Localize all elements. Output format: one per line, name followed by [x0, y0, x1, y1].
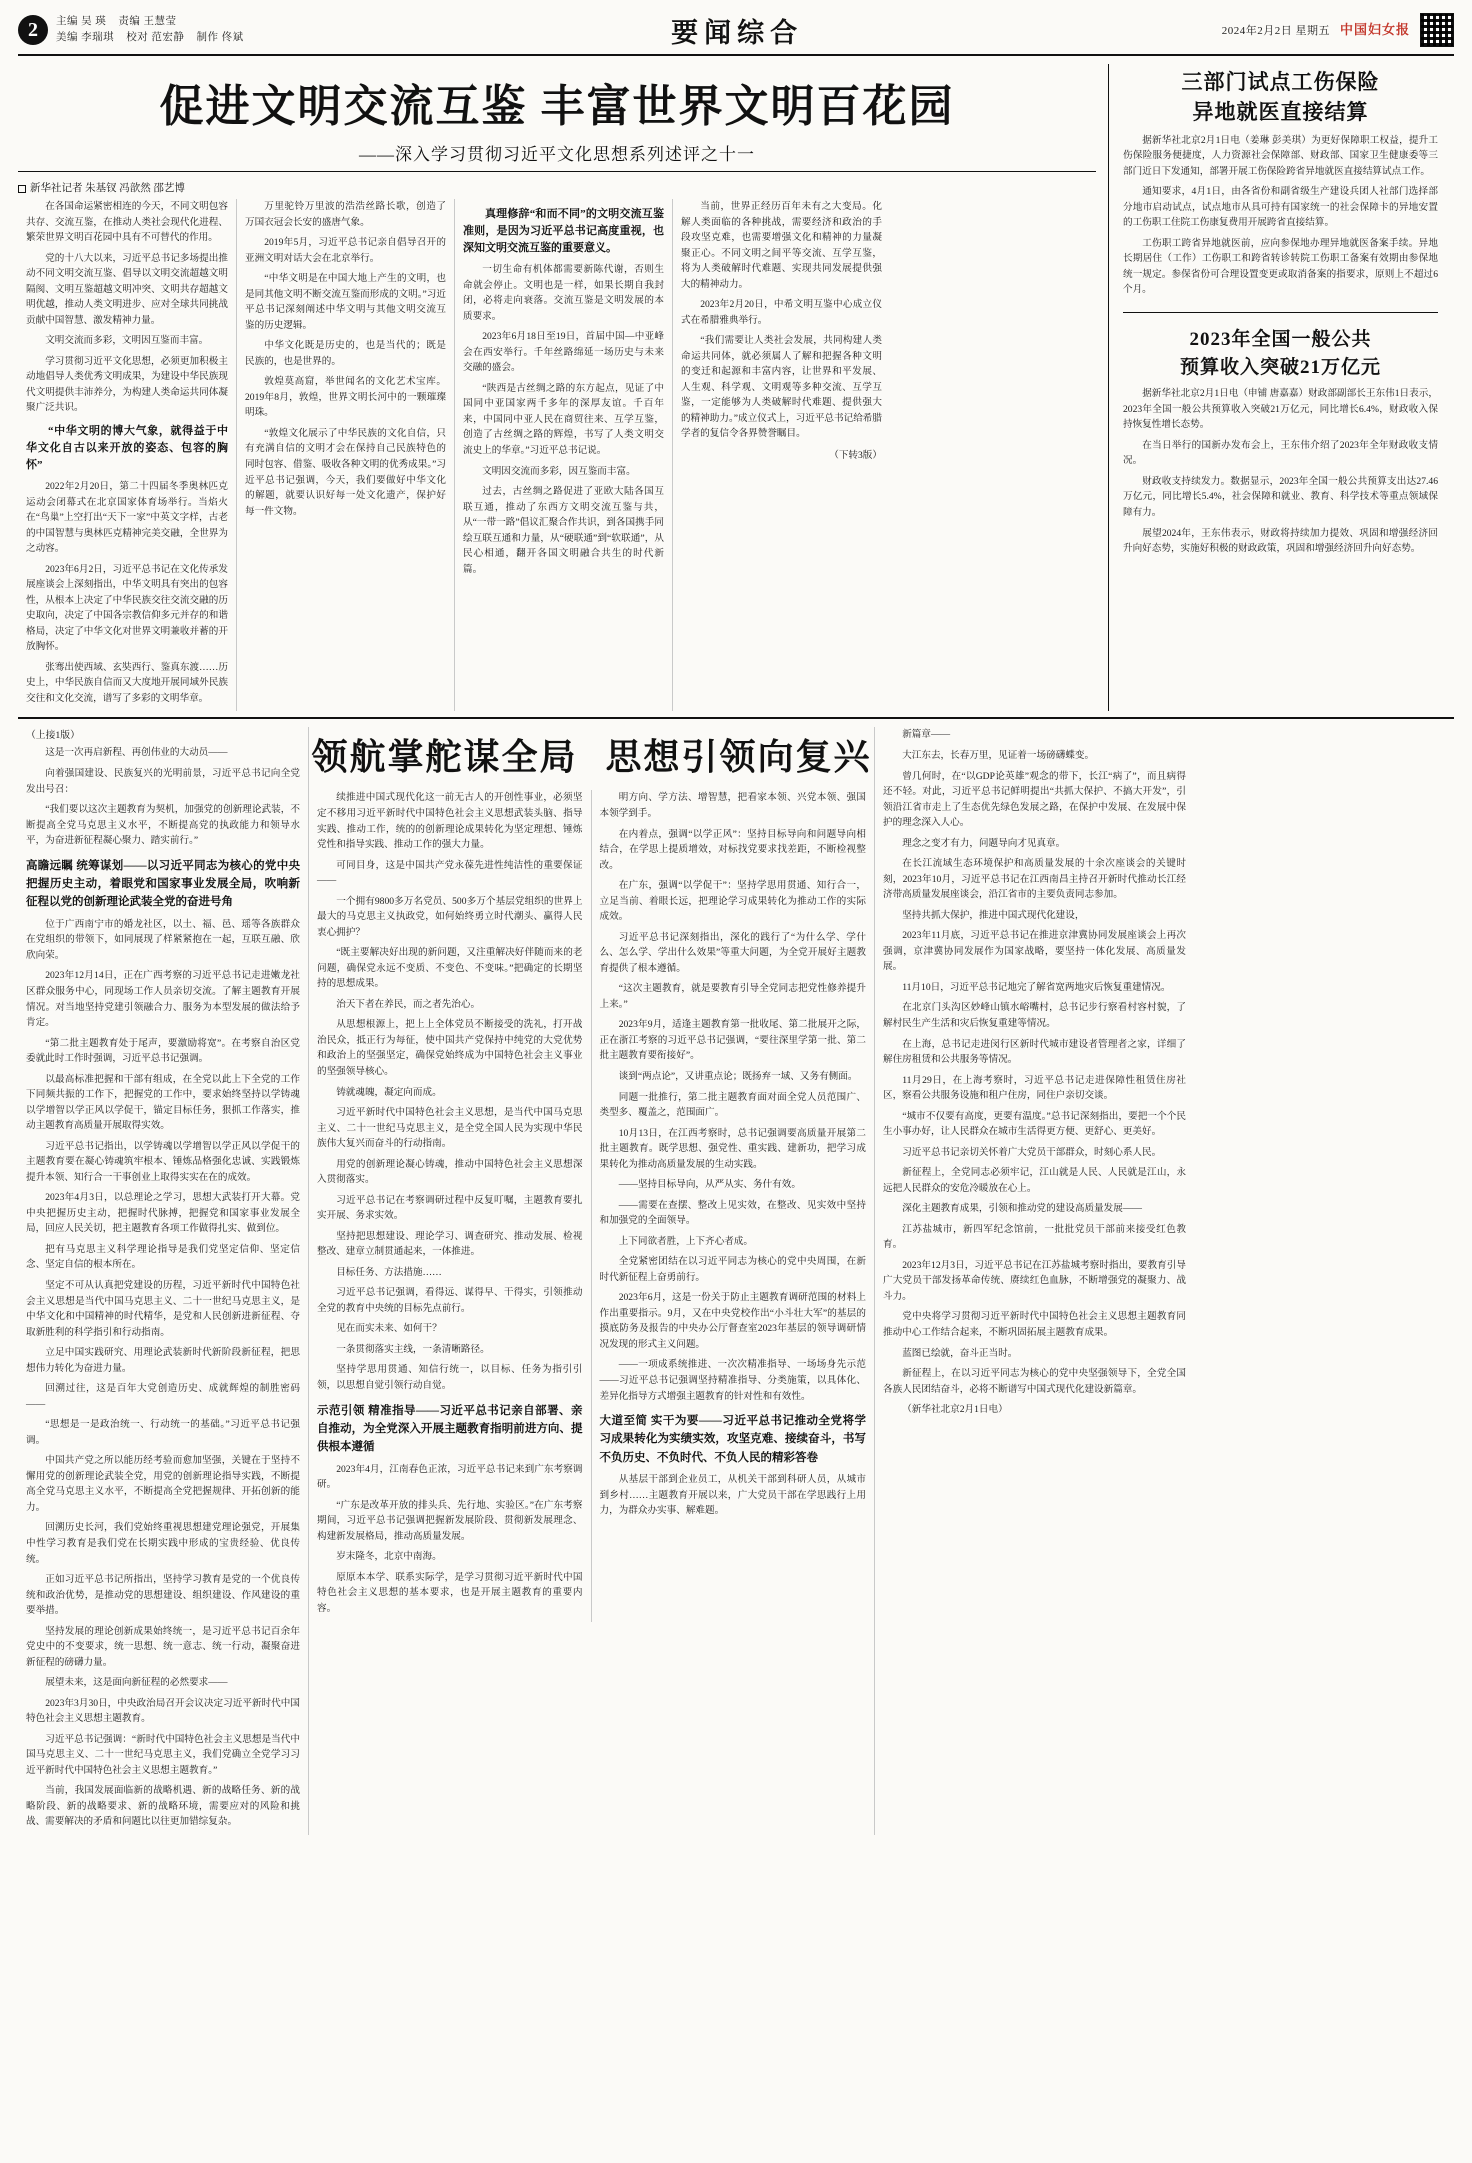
paragraph: 习近平总书记亲切关怀着广大党员干部群众，时刻心系人民。	[902, 1146, 1162, 1158]
bottom-column-1	[18, 727, 308, 1835]
paragraph: 文明因交流而多彩，因互鉴而丰富。	[482, 465, 636, 477]
paragraph: 展望2024年，王东伟表示，财政将持续加力提效、巩固和增强经济回升向好态势，实施好积极的财政政策，巩固和增强经济回升向好态势。	[1123, 527, 1438, 555]
paragraph: 2023年9月，适逢主题教育第一批收尾、第二批展开之际，正在浙江考察的习近平总书记强调，“要往深里学第一批、第二批主题教育要衔接好”。	[599, 1019, 866, 1062]
paragraph: 坚定不可从认真把党建设的历程，习近平新时代中国特色社会主义思想是当代中国马克思主义、二十一世纪马克思主义，是中华文化和中国精神的时代精华，是党和人民创新进新征程、夺取新胜利的科学指引和行动指南。	[26, 1280, 300, 1338]
paragraph: 岁末隆冬，北京中南海。	[336, 1551, 442, 1563]
paragraph: 新征程上，全党同志必须牢记，江山就是人民、人民就是江山，永远把人民群众的安危冷暖放在心上。	[883, 1167, 1186, 1194]
paragraph: 在北京门头沟区妙峰山镇水峪嘴村，总书记步行察看村容村貌，了解村民生产生活和灾后恢复重建等情况。	[883, 1002, 1186, 1029]
paragraph: 2023年12月14日，正在广西考察的习近平总书记走进嫩龙社区群众服务中心，同现场工作人员亲切交流。了解主题教育开展情况。对当地坚持党建引领融合力、服务为本型发展的做法给予肯定。	[26, 970, 300, 1029]
paragraph: 向着强国建设、民族复兴的光明前景，习近平总书记向全党发出号召：	[26, 768, 300, 795]
paragraph: 文明交流而多彩，文明因互鉴而丰富。	[45, 335, 209, 347]
lead-column-2	[236, 199, 454, 711]
lead-column-3	[454, 199, 672, 711]
section-subhead: 大道至简 实干为要——习近平总书记推动全党将学习成果转化为实绩实效，攻坚克难、接续奋斗，书写不负历史、不负时代、不负人民的精彩答卷	[599, 1415, 866, 1464]
paragraph: 坚持共抓大保护，推进中国式现代化建设，	[902, 909, 1085, 921]
paragraph: 2023年12月3日，习近平总书记在江苏盐城考察时指出，要教育引导广大党员干部发扬革命传统、赓续红色血脉，不断增强党的凝聚力、战斗力。	[883, 1259, 1186, 1302]
paragraph: ——需要在查摆、整改上见实效，在整改、见实效中坚持和加强党的全面领导。	[599, 1199, 866, 1227]
paragraph: 11月29日，在上海考察时，习近平总书记走进保障性租赁住房社区，察看公共服务设施和租户住房，同住户亲切交谈。	[883, 1074, 1186, 1102]
jump-note: （下转3版）	[829, 449, 882, 461]
lead-article	[18, 64, 1108, 711]
section-title: 要闻综合	[671, 17, 804, 48]
lead-subheadline: ——深入学习贯彻习近平文化思想系列述评之十一	[359, 145, 755, 164]
paragraph: 在上海，总书记走进闵行区新时代城市建设者管理者之家，详细了解住房租赁和公共服务等情况。	[883, 1038, 1186, 1066]
bullet-square-icon	[18, 185, 26, 193]
paragraph: “中华文明是在中国大地上产生的文明，也是同其他文明不断交流互鉴而形成的文明。”习近平总书记深刻阐述中华文明与其他文明交流互鉴的历史逻辑。	[245, 273, 446, 331]
paragraph: 在广东，强调“以学促干”：坚持学思用贯通、知行合一，立足当前、着眼长远，把理论学习成果转化为推动工作的实际成效。	[599, 880, 866, 923]
paragraph: （新华社北京2月1日电）	[902, 1404, 1008, 1416]
paragraph: 据新华社北京2月1日电（申铺 唐嘉嘉）财政部副部长王东伟1日表示，2023年全国一般公共预算收入突破21万亿元，同比增长6.4%，财政收入保持恢复性增长态势。	[1123, 388, 1438, 431]
paragraph: 坚持把思想建设、理论学习、调查研究、推动发展、检视整改、建章立制贯通起来，一体推进。	[317, 1230, 583, 1258]
paragraph: 在内着点，强调“以学正风”：坚持目标导向和问题导向相结合，在学思上提质增效，对标找党要求找差距，不断检视整改。	[599, 828, 866, 871]
paragraph: 大江东去，长春万里，见证着一场磅礴蝶变。	[902, 750, 1095, 762]
paragraph: 当前，世界正经历百年未有之大变局。化解人类面临的各种挑战，需要经济和政治的手段攻坚克难，也需要增强文化和精神的力量凝聚正心。不同文明之间平等交流、互学互鉴，将为人类破解时代难题、实现共同发展提供强大的精神动力。	[681, 201, 882, 290]
paragraph: 蓝图已绘就，奋斗正当时。	[902, 1347, 1018, 1359]
paragraph: 过去，古丝绸之路促进了亚欧大陆各国互联互通，推动了东西方文明交流互鉴与共，从“一带一路”倡议汇聚合作共识，到各国携手同绘互联互通和力量，从“硬联通”到“软联通”，从民心相通，翻开各国文明融合共生的时代新篇。	[463, 486, 664, 575]
paragraph: 一个拥有9800多万名党员、500多万个基层党组织的世界上最大的马克思主义执政党，如何始终勇立时代潮头、赢得人民衷心拥护？	[317, 895, 583, 938]
paragraph: 据新华社北京2月1日电（姜琳 彭美琪）为更好保障职工权益，提升工伤保险服务便捷度，人力资源社会保障部、财政部、国家卫生健康委等三部门近日下发通知，部署开展工伤保险跨省异地就医直接结算试点工作。	[1123, 134, 1438, 177]
paragraph: 2023年6月18日至19日，首届中国—中亚峰会在西安举行。千年丝路绵延一场历史与未来交融的盛会。	[463, 331, 664, 374]
paragraph: 学习贯彻习近平文化思想，必须更加积极主动地倡导人类优秀文明成果，为建设中华民族现代文明提供丰沛养分，为构建人类命运共同体凝聚广泛共识。	[26, 355, 228, 414]
paragraph: 2023年4月，江南春色正浓，习近平总书记来到广东考察调研。	[317, 1463, 583, 1491]
paragraph: 立足中国实践研究、用理论武装新时代新阶段新征程，把思想伟力转化为奋进力量。	[26, 1347, 300, 1374]
bottom-column-3	[874, 727, 1194, 1835]
paragraph: 2023年6月2日，习近平总书记在文化传承发展座谈会上深刻指出，中华文明具有突出的包容性，从根本上决定了中华民族交往交流交融的历史取向，决定了中国各宗教信仰多元并存的和谐格局，决定了中华文化对世界文明兼收并蓄的开放胸怀。	[26, 563, 228, 653]
masthead	[18, 10, 1454, 56]
paragraph: 真理修辞“和而不同”的文明交流互鉴准则，是因为习近平总书记高度重视，也深知文明交流互鉴的重要意义。	[463, 208, 664, 255]
paragraph: 党中央将学习贯彻习近平新时代中国特色社会主义思想主题教育同推动中心工作结合起来，不断巩固拓展主题教育成果。	[883, 1311, 1186, 1339]
paragraph: 治天下者在养民，而之者先治心。	[336, 998, 481, 1010]
masthead-right	[1222, 13, 1454, 47]
paragraph: 2023年11月底，习近平总书记在推进京津冀协同发展座谈会上再次强调，京津冀协同发展作为国家战略，要坚持一体化发展、高质量发展。	[883, 930, 1186, 973]
paragraph: 2019年5月，习近平总书记亲自倡导召开的亚洲文明对话大会在北京举行。	[245, 237, 446, 264]
paragraph: 习近平总书记强调：“新时代中国特色社会主义思想是当代中国马克思主义、二十一世纪马克思主义，我们党确立全党学习习近平新时代中国特色社会主义思想主题教育。”	[26, 1733, 300, 1776]
rail-article-2-title-line1: 2023年全国一般公共	[1189, 329, 1372, 350]
paragraph: 在当日举行的国新办发布会上，王东伟介绍了2023年全年财政收支情况。	[1123, 439, 1438, 467]
feature-headline-right: 思想引领向复兴	[605, 737, 872, 778]
rail-article-2-title-line2: 预算收入突破21万亿元	[1179, 356, 1381, 378]
paragraph: 展望未来，这是面向新征程的必然要求——	[45, 1677, 228, 1689]
paragraph: 2023年2月20日，中希文明互鉴中心成立仪式在希腊雅典举行。	[681, 299, 882, 326]
paragraph: 在各国命运紧密相连的今天，不同文明包容共存、交流互鉴，在推动人类社会现代化进程、繁荣世界文明百花园中具有不可替代的作用。	[26, 201, 228, 244]
paragraph: 2023年3月30日，中央政治局召开会议决定习近平新时代中国特色社会主义思想主题教育。	[26, 1697, 300, 1725]
paragraph: ——一项成系统推进、一次次精准指导、一场场身先示范——习近平总书记强调坚持精准指导、分类施策，以具体化、差异化指导方式增强主题教育的针对性和有效性。	[599, 1359, 866, 1402]
paragraph: “陕西是古丝绸之路的东方起点，见证了中国同中亚国家两千多年的深厚友谊。千百年来，中国同中亚人民在商贸往来、互学互鉴，创造了古丝绸之路的辉煌，书写了人类文明交流史上的华章。”习近平总书记说。	[463, 382, 664, 456]
paragraph: 2023年6月，这是一份关于防止主题教育调研范围的材料上作出重要指示。9月，又在中央党校作出“小斗壮大军”的基层的摸底防务及报告的中央办公厅督查室2023年基层的领导调研情况发现的形式主义问题。	[599, 1292, 866, 1350]
paragraph: 一切生命有机体都需要新陈代谢，否则生命就会停止。文明也是一样，如果长期自我封闭，必将走向衰落。交流互鉴是文明发展的本质要求。	[463, 264, 664, 322]
paragraph: 中华文化既是历史的，也是当代的；既是民族的，也是世界的。	[245, 340, 446, 367]
paragraph: 明方向、学方法、增智慧，把看家本领、兴党本领、强国本领学到手。	[599, 792, 866, 820]
paragraph: 深化主题教育成果，引领和推动党的建设高质量发展——	[902, 1203, 1143, 1215]
feature-headline	[311, 729, 872, 780]
paragraph: 坚持学思用贯通、知信行统一，以目标、任务为指引引领，以思想自觉引领行动自觉。	[317, 1364, 583, 1392]
paragraph: 新篇章——	[902, 729, 951, 741]
top-section	[18, 64, 1454, 711]
paragraph: 万里驼铃万里波的浩浩丝路长歌，创造了万国衣冠会长安的盛唐气象。	[245, 201, 446, 228]
paragraph: 理念之变才有力，问题导向才见真章。	[902, 837, 1066, 849]
paragraph: “我们要以这次主题教育为契机，加强党的创新理论武装，不断提高全党马克思主义水平，不断提高党的执政能力和领导水平，为奋进新征程凝心聚力、踏实前行。”	[26, 804, 300, 847]
paragraph: 把有马克思主义科学理论指导是我们党坚定信仰、坚定信念、坚定自信的根本所在。	[26, 1243, 300, 1271]
paragraph: 从思想根源上，把上上全体党员不断接受的洗礼，打开战治民众，抵正行为每征，使中国共产党保持中纯党的大党优势和政治上的坚强坚定，确保党始终成为中国特色社会主义事业的坚强领导核心。	[317, 1019, 583, 1077]
paragraph: 上下同欲者胜，上下齐心者成。	[618, 1235, 753, 1247]
paragraph: 以最高标准把握和干部有组成，在全党以此上下全党的工作下同频共振的工作下，把握党的工作中，要求始终坚持以学铸魂以学增智以学正风以学促干，锚定目标任务，狠抓工作落实，推动主题教育高质量开展取得实效。	[26, 1073, 300, 1132]
paragraph: 11月10日，习近平总书记地完了解省宽两地灾后恢复重建情况。	[902, 981, 1171, 993]
paragraph: 目标任务、方法措施……	[336, 1266, 442, 1278]
qr-code-icon[interactable]	[1420, 13, 1454, 47]
paragraph: 一条贯彻落实主线，一条清晰路径。	[336, 1343, 490, 1355]
rail-article-1-title-line1: 三部门试点工伤保险	[1181, 70, 1380, 94]
paragraph: 位于广西南宁市的婚龙社区，以土、福、邑、瑶等各族群众在党组织的带领下，如同展现了样紧紧抱在一起，互联互融、欣欣向荣。	[26, 918, 300, 961]
paragraph: 习近平总书记指出，以学铸魂以学增智以学正风以学促干的主题教育要在凝心铸魂筑牢根本、锤炼品格强化忠诚、实践锻炼提升本领、知行合一干事创业上取得实实在在的成效。	[26, 1140, 300, 1183]
section-subhead: “中华文明的博大气象，就得益于中华文化自古以来开放的姿态、包容的胸怀”	[26, 424, 228, 471]
paragraph: 10月13日，在江西考察时，总书记强调要高质量开展第二批主题教育。既学思想、强党性、重实践、建新功，把学习成果转化为推动高质量发展的生动实践。	[599, 1127, 866, 1170]
feature-subcolumn-b	[592, 790, 867, 1621]
editorial-credits	[56, 14, 253, 46]
paragraph: “既主要解决好出现的新问题，又注重解决好伴随而来的老问题，确保党永远不变质、不变色、不变味。”把确定的长期坚持的思想成果。	[317, 947, 583, 990]
paragraph: “这次主题教育，就是要教育引导全党同志把党性修养提升上来。”	[599, 983, 866, 1010]
paragraph: “广东是改革开放的排头兵、先行地、实验区。”在广东考察期间，习近平总书记强调把握新发展阶段、贯彻新发展理念、构建新发展格局，推动高质量发展。	[317, 1499, 583, 1542]
section-subhead: 示范引领 精准指导——习近平总书记亲自部署、亲自推动，为全党深入开展主题教育指明前进方向、提供根本遵循	[317, 1404, 583, 1454]
paragraph: 中国共产党之所以能历经考验而愈加坚强，关键在于坚持不懈用党的创新理论武装全党，用党的创新理论指导实践，不断提高全党马克思主义水平，不断提高全党把握规律、开拓创新的能力。	[26, 1455, 300, 1513]
paragraph: 习近平总书记在考察调研过程中反复叮嘱，主题教育要扎实开展、务求实效。	[317, 1194, 583, 1222]
paragraph: “思想是一是政治统一、行动统一的基础。”习近平总书记强调。	[26, 1419, 300, 1446]
paragraph: 全党紧密团结在以习近平同志为核心的党中央周围，在新时代新征程上奋勇前行。	[599, 1256, 866, 1283]
paragraph: 2022年2月20日，第二十四届冬季奥林匹克运动会闭幕式在北京国家体育场举行。当焰火在“鸟巢”上空打出“天下一家”中英文字样，古老的中国智慧与奥林匹克精神完美交融，全世界为之动容。	[26, 481, 228, 555]
lead-columns	[18, 199, 1096, 711]
paragraph: 新征程上，在以习近平同志为核心的党中央坚强领导下，全党全国各族人民团结奋斗，必将不断谱写中国式现代化建设新篇章。	[883, 1368, 1186, 1395]
feature-headline-left: 领航掌舵谋全局	[311, 737, 578, 778]
paragraph: 同题一批推行，第二批主题教育面对面全党人员范围广、类型多、覆盖之，范围面广。	[599, 1091, 866, 1119]
paragraph: 张骞出使西域、玄奘西行、鉴真东渡……历史上，中华民族自信而又大度地开展同域外民族交往和文化交流，谱写了多彩的文明华章。	[26, 661, 228, 704]
paragraph: 从基层干部到企业员工，从机关干部到科研人员，从城市到乡村……主题教育开展以来，广大党员干部在学思践行上用力，为群众办实事、解难题。	[599, 1474, 866, 1517]
paragraph: 用党的创新理论凝心铸魂，推动中国特色社会主义思想深入贯彻落实。	[317, 1158, 583, 1186]
paragraph: 江苏盐城市，新四军纪念馆前，一批批党员干部前来接受红色教育。	[883, 1223, 1186, 1251]
lead-byline	[18, 180, 1096, 195]
lead-column-1	[18, 199, 236, 711]
paragraph: 这是一次再启新程、再创伟业的大动员——	[45, 747, 228, 759]
credit-proofreader: 校对 范宏静	[126, 32, 185, 43]
paragraph: “第二批主题教育处于尾声，要激励将宽”。在考察自治区党委就此时工作时强调，习近平总书记强调。	[26, 1037, 300, 1065]
paragraph: 习近平总书记强调，看得远、谋得早、干得实，引领推动全党的教育中央统的目标先点前行。	[317, 1287, 583, 1314]
paragraph: 财政收支持续发力。数据显示，2023年全国一般公共预算支出达27.46万亿元，同比增长5.4%，社会保障和就业、教育、科学技术等重点领域保障有力。	[1123, 475, 1438, 518]
paragraph: 习近平新时代中国特色社会主义思想，是当代中国马克思主义、二十一世纪马克思主义，是全党全国人民为实现中华民族伟大复兴而奋斗的行动指南。	[317, 1107, 583, 1150]
paragraph: 通知要求，4月1日，由各省份和副省级生产建设兵团人社部门选择部分地市启动试点，试点地市从具可持有国家统一的社会保障卡的异地安置的工伤职工住院工伤康复费用开展跨省直接结算。	[1123, 186, 1438, 229]
credit-chief-editor: 主编 吴 瑛	[56, 16, 107, 28]
paragraph: 坚持发展的理论创新成果始终统一，是习近平总书记百余年党史中的不变要求，统一思想、统一意志、统一行动，凝聚奋进新征程的磅礴力量。	[26, 1625, 300, 1668]
paragraph: 工伤职工跨省异地就医前，应向参保地办理异地就医备案手续。异地长期居住（工作）工伤职工和跨省转诊转院工伤职工备案有效期由参保地统一规定。参保省份可合理设置变更或取消备案的指要求，原则上不超过6个月。	[1123, 237, 1438, 296]
paragraph: “城市不仅要有高度，更要有温度。”总书记深刻指出，要把一个个民生小事办好，让人民群众在城市生活得更方便、更舒心、更美好。	[883, 1110, 1186, 1138]
paragraph: 见在而实未来、如何干？	[336, 1323, 442, 1335]
paragraph: “敦煌文化展示了中华民族的文化自信，只有充满自信的文明才会在保持自己民族特色的同时包容、借鉴、吸收各种文明的优秀成果。”习近平总书记强调，今天，我们要做好中华文化的解题，就要认识好每一处文化遗产，保护好每一件文物。	[245, 427, 446, 517]
paragraph: 曾几何时，在“以GDP论英雄”观念的带下，长江“病了”，而且病得还不轻。对此，习近平总书记鲜明提出“共抓大保护、不搞大开发”，引领沿江省市走上了生态优先绿色发展之路，在保护中发展、在发展中保护的理念深入人心。	[883, 770, 1186, 829]
bottom-column-2	[308, 727, 874, 1835]
right-rail	[1108, 64, 1438, 711]
continued-from-note: （上接1版）	[26, 730, 80, 742]
paragraph: 2023年4月3日，以总理论之学习，思想大武装打开大幕。党中央把握历史主动，把握时代脉搏，把握党和国家事业发展全局，回应人民关切，把主题教育各项工作做得扎实、做到位。	[26, 1192, 300, 1235]
section-subhead: 高瞻远瞩 统筹谋划——以习近平同志为核心的党中央把握历史主动，着眼党和国家事业发展全局，吹响新征程以党的创新理论武装全党的奋进号角	[26, 859, 300, 909]
credit-art-editor: 美编 李瑞琪	[56, 32, 115, 43]
paragraph: 谈到“两点论”，又讲重点论；既扬弃一域、又务有侧面。	[618, 1070, 858, 1082]
byline-text: 新华社记者 朱基钗 冯歆然 邵艺博	[30, 183, 185, 194]
paragraph: “我们需要让人类社会发展，共同构建人类命运共同体，就必须属人了解和把握各种文明的变迁和起源和丰富内容，让世界和平发展、人生观、科学观、文明观等多种交流、互学互鉴，一定能够为人类破解时代难题、提供强大的精神助力。”成立仪式上，习近平总书记给希腊学者的复信令各界赞誉瞩目。	[681, 335, 882, 440]
paragraph: ——坚持目标导向，从严从实、务什有效。	[618, 1179, 801, 1191]
bottom-section	[18, 717, 1454, 1835]
newspaper-brand: 中国妇女报	[1339, 21, 1410, 37]
paragraph: 续推进中国式现代化这一前无古人的开创性事业，必须坚定不移用习近平新时代中国特色社会主义思想武装头脑、指导实践、推动工作，统的的创新理论成果转化为坚定理想、锤炼党性和指导实践、推动工作的强大力量。	[317, 792, 583, 851]
publication-date: 2024年2月2日 星期五	[1221, 25, 1330, 37]
credit-responsible-editor: 责编 王慧莹	[118, 16, 177, 28]
paragraph: 当前，我国发展面临新的战略机遇、新的战略任务、新的战略阶段、新的战略要求、新的战略环境，需要应对的风险和挑战、需要解决的矛盾和问题比以往更加错综复杂。	[26, 1785, 300, 1828]
credit-production: 制作 佟斌	[196, 32, 244, 43]
paragraph: 回溯历史长河，我们党始终重视思想建党理论强党，开展集中性学习教育是我们党在长期实践中形成的宝贵经验、优良传统。	[26, 1522, 300, 1565]
paragraph: 回溯过往，这是百年大党创造历史、成就辉煌的制胜密码——	[26, 1383, 300, 1410]
paragraph: 原原本本学、联系实际学，是学习贯彻习近平新时代中国特色社会主义思想的基本要求，也是开展主题教育的重要内容。	[317, 1571, 583, 1614]
paragraph: 正如习近平总书记所指出，坚持学习教育是党的一个优良传统和政治优势，是推动党的思想建设、组织建设、作风建设的重要举措。	[26, 1574, 300, 1617]
lead-column-4	[672, 199, 890, 711]
feature-subcolumn-a	[317, 790, 592, 1621]
paragraph: 党的十八大以来，习近平总书记多场提出推动不同文明交流互鉴、倡导以文明交流超越文明隔阂、文明互鉴超越文明冲突、文明共存超越文明优越，推动人类文明进步、应对全球共同挑战贡献中国智慧、激发精神力量。	[26, 252, 228, 326]
rail-article-1-title-line2: 异地就医直接结算	[1192, 100, 1369, 125]
paragraph: 敦煌莫高窟，举世闻名的文化艺术宝库。2019年8月，敦煌，世界文明长河中的一颗璀璨明珠。	[245, 376, 446, 419]
paragraph: 铸就魂魄，凝定向而成。	[336, 1086, 442, 1098]
paragraph: 在长江流域生态环境保护和高质量发展的十余次座谈会的关键时刻，2023年10月，习近平总书记在江西南昌主持召开新时代推动长江经济带高质量发展座谈会，沿江省市的主要负责同志参加。	[883, 858, 1186, 901]
paragraph: 习近平总书记深刻指出，深化的践行了“为什么学、学什么、怎么学、学出什么效果”等重大问题，为全党开展好主题教育提供了根本遵循。	[599, 931, 866, 974]
page-number: 2	[18, 15, 48, 45]
lead-headline: 促进文明交流互鉴 丰富世界文明百花园	[159, 82, 955, 131]
paragraph: 可同目身，这是中国共产党永葆先进性纯洁性的重要保证——	[317, 859, 583, 887]
